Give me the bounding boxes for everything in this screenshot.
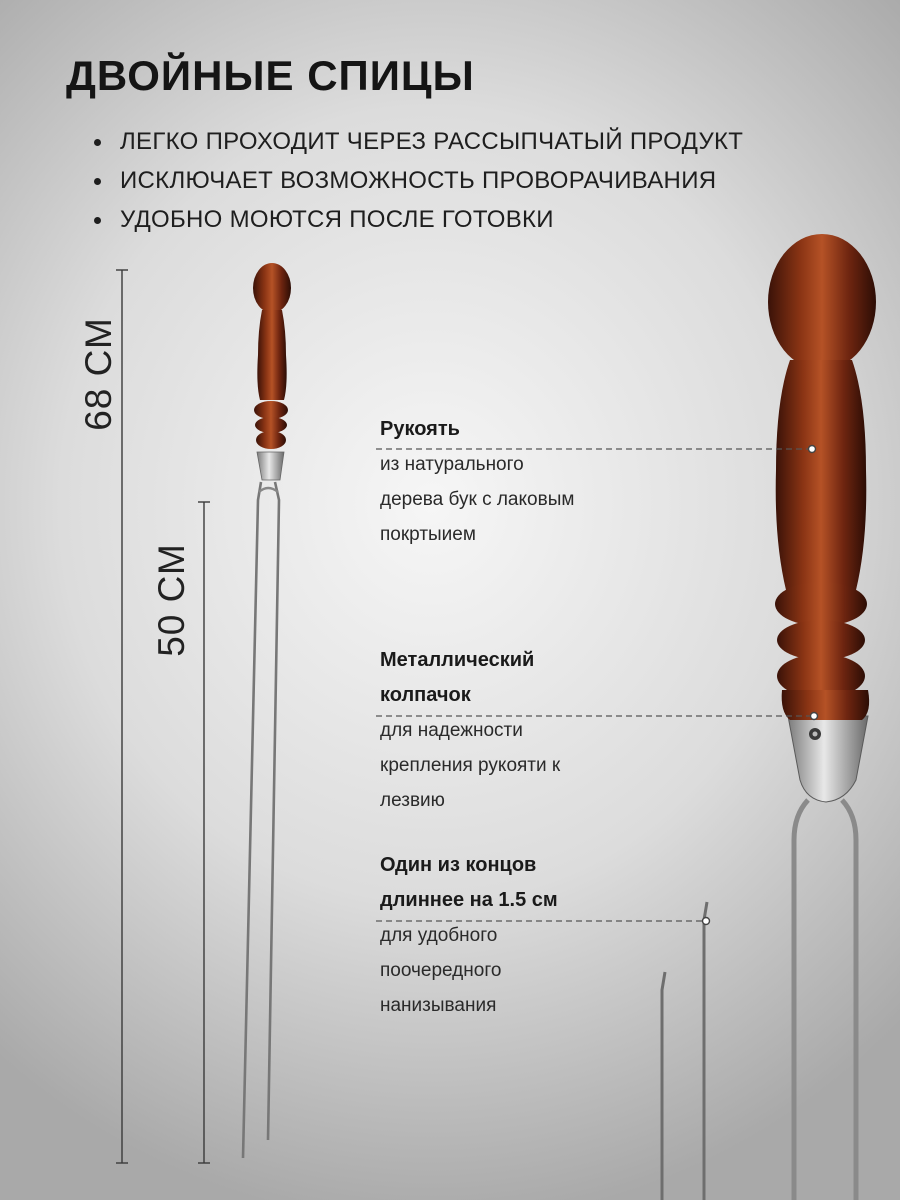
feature-body-line: для удобного bbox=[380, 925, 498, 946]
bullet-item: ЛЕГКО ПРОХОДИТ ЧЕРЕЗ РАССЫПЧАТЫЙ ПРОДУКТ bbox=[92, 124, 743, 163]
feature-body-line: лезвию bbox=[380, 790, 445, 811]
page-title: ДВОЙНЫЕ СПИЦЫ bbox=[66, 52, 475, 99]
feature-body-line: крепления рукояти к bbox=[380, 755, 561, 776]
feature-handle bbox=[380, 412, 574, 552]
feature-body-line: из натурального bbox=[380, 454, 524, 475]
feature-body-line: дерева бук с лаковым bbox=[380, 489, 575, 510]
small-skewer bbox=[243, 263, 291, 1158]
total-length-label: 68 СМ bbox=[78, 317, 119, 431]
feature-body-line: поочередного bbox=[380, 960, 502, 981]
feature-heading: колпачок bbox=[380, 684, 471, 706]
skewer-tips bbox=[662, 902, 707, 1200]
feature-heading: Металлический bbox=[380, 649, 535, 671]
large-skewer bbox=[768, 234, 876, 1200]
feature-bullet-list bbox=[92, 124, 743, 241]
blade-length-label: 50 СМ bbox=[151, 543, 192, 657]
bullet-item: УДОБНО МОЮТСЯ ПОСЛЕ ГОТОВКИ bbox=[92, 202, 743, 241]
feature-body-line: нанизывания bbox=[380, 995, 497, 1016]
feature-body-line: покртыием bbox=[380, 524, 476, 545]
bullet-item: ИСКЛЮЧАЕТ ВОЗМОЖНОСТЬ ПРОВОРАЧИВАНИЯ bbox=[92, 163, 743, 202]
feature-heading: Рукоять bbox=[380, 418, 460, 440]
feature-heading: длиннее на 1.5 см bbox=[380, 889, 558, 911]
feature-metal-cap bbox=[380, 643, 560, 818]
feature-heading: Один из концов bbox=[380, 854, 537, 876]
feature-body-line: для надежности bbox=[380, 720, 523, 741]
feature-offset-ends bbox=[380, 848, 558, 1023]
dimension-50-line bbox=[198, 502, 210, 1163]
